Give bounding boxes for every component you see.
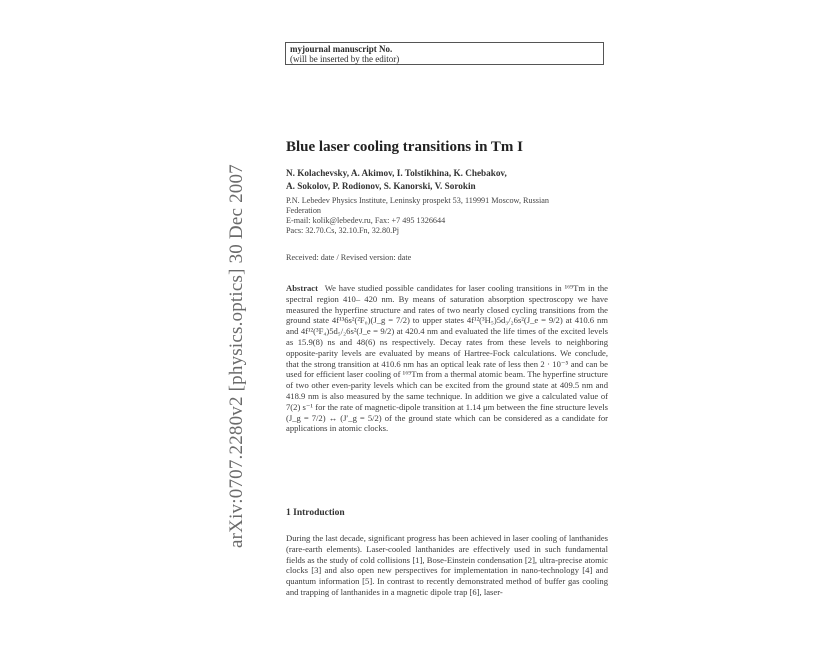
manuscript-note: (will be inserted by the editor) (290, 54, 400, 64)
affiliation (286, 196, 608, 236)
arxiv-stamp: arXiv:0707.2280v2 [physics.optics] 30 Dec 2007 (226, 164, 247, 548)
manuscript-box (285, 42, 604, 65)
affiliation-email: E-mail: kolik@lebedev.ru, Fax: +7 495 1326644 (286, 216, 446, 225)
abstract-text: We have studied possible candidates for laser cooling transitions in ¹⁶⁹Tm in the spectral region 410– 420 nm. By means of saturation absorption spectroscopy we have measured the hyperfine structure and rates of two nearly closed cycling transitions from the ground state 4f¹³6s²(²F₀)(J_g = 7/2) to upper states 4f¹²(³H₅)5d₃/₂6s²(J_e = 9/2) at 410.6 nm and 4f¹²(³F₄)5d₅/₂6s²(J_e = 9/2) at 420.4 nm and evaluated the life times of the excited levels as 15.9(8) ns and 48(6) ns respectively. Decay rates from these levels to neighboring opposite-parity levels are evaluated by means of Hartree-Fock calculations. We conclude, that the strong transition at 410.6 nm has an optical leak rate of less then 2 · 10⁻⁵ and can be used for efficient laser cooling of ¹⁶⁹Tm from a thermal atomic beam. The hyperfine structure of two other even-parity levels which can be excited from the ground state at 409.5 nm and 418.9 nm is also measured by the same technique. In addition we give a calculated value of 7(2) s⁻¹ for the rate of magnetic-dipole transition at 1.14 μm between the fine structure levels (J_g = 7/2) ↔ (J′_g = 5/2) of the ground state which can be considered as a candidate for applications in atomic clocks. (286, 283, 608, 434)
authors-line-2: A. Sokolov, P. Rodionov, S. Kanorski, V. Sorokin (286, 181, 476, 191)
affiliation-line-2: Federation (286, 206, 322, 215)
manuscript-title: myjournal manuscript No. (290, 44, 393, 54)
authors (286, 167, 606, 193)
affiliation-pacs: Pacs: 32.70.Cs, 32.10.Fn, 32.80.Pj (286, 226, 400, 235)
received-line: Received: date / Revised version: date (286, 253, 412, 262)
left-margin (0, 0, 230, 656)
authors-line-1: N. Kolachevsky, A. Akimov, I. Tolstikhina, K. Chebakov, (286, 168, 507, 178)
paper-title: Blue laser cooling transitions in Tm I (286, 139, 523, 155)
abstract-label: Abstract (286, 283, 318, 293)
intro-paragraph: During the last decade, significant progress has been achieved in laser cooling of lanthanides (rare-earth elements). Laser-cooled lanthanides are effectively used in such fundamental fields as the study of cold collisions [1], Bose-Einstein condensation [2], ultra-precise atomic clocks [3] and also open new perspectives for implementation in nano-technology [4] and quantum information [5]. In contrast to recently demonstrated method of buffer gas cooling and trapping of lanthanides in a magnetic dipole trap [6], laser- (286, 533, 608, 597)
affiliation-line-1: P.N. Lebedev Physics Institute, Leninsky prospekt 53, 119991 Moscow, Russian (286, 196, 549, 205)
abstract (286, 283, 608, 434)
section-heading: 1 Introduction (286, 508, 345, 518)
